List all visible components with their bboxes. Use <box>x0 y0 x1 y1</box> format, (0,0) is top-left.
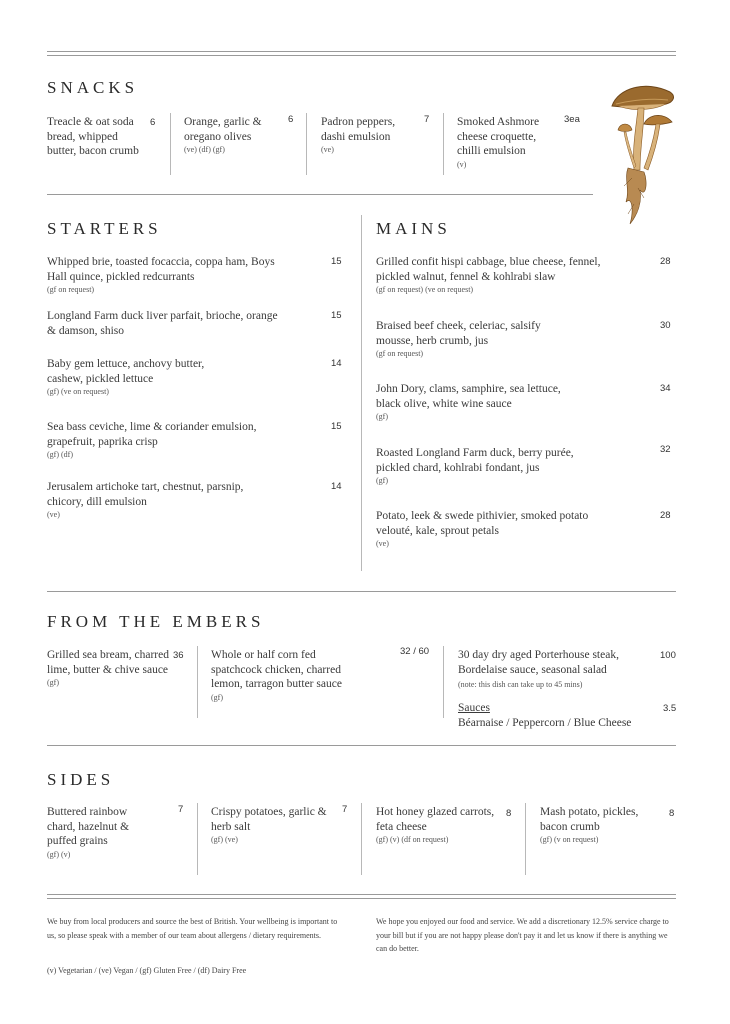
divider <box>443 646 444 718</box>
divider <box>197 803 198 875</box>
main-item-3 <box>376 382 586 423</box>
starter-name: Sea bass ceviche, lime & coriander emulsion, grapefruit, paprika crisp <box>47 421 257 448</box>
divider <box>525 803 526 875</box>
snack-item-3 <box>321 115 421 156</box>
starter-name: Longland Farm duck liver parfait, brioche, orange & damson, shiso <box>47 310 278 337</box>
starter-price: 15 <box>331 421 342 432</box>
mains-heading: MAINS <box>376 219 451 238</box>
dietary-note: (gf) <box>376 412 388 421</box>
dietary-legend: (v) Vegetarian / (ve) Vegan / (gf) Gluten Free / (df) Dairy Free <box>47 966 247 975</box>
divider <box>170 113 171 175</box>
main-name: Grilled confit hispi cabbage, blue cheese, fennel, pickled walnut, fennel & kohlrabi slaw <box>376 256 601 283</box>
mains-bottom-rule <box>47 591 676 592</box>
bottom-rule <box>47 894 676 895</box>
dietary-note: (gf) <box>47 678 59 687</box>
dietary-note: (ve) <box>376 539 389 548</box>
divider <box>361 803 362 875</box>
dietary-note: (ve) <box>321 145 334 154</box>
starter-price: 15 <box>331 256 342 267</box>
embers-price: 36 <box>173 650 184 661</box>
dietary-note: (ve) (df) (gf) <box>184 145 225 154</box>
side-name: Buttered rainbow chard, hazelnut & puffed grains <box>47 806 130 847</box>
embers-bottom-rule <box>47 745 676 746</box>
snack-name: Smoked Ashmore cheese croquette, chilli emulsion <box>457 116 540 157</box>
starter-item-4 <box>47 420 287 461</box>
embers-price: 32 / 60 <box>400 646 430 657</box>
side-item-3 <box>376 805 501 846</box>
snack-item-4 <box>457 115 557 171</box>
main-item-5 <box>376 509 601 550</box>
side-price: 7 <box>342 804 348 815</box>
main-price: 28 <box>660 510 671 521</box>
embers-item-1 <box>47 648 169 689</box>
dietary-note: (gf) <box>376 476 388 485</box>
top-rule-2 <box>47 55 676 56</box>
embers-name: 30 day dry aged Porterhouse steak, Bordelaise sauce, seasonal salad <box>458 649 619 676</box>
dietary-note: (gf) (ve on request) <box>47 387 109 396</box>
main-name: Potato, leek & swede pithivier, smoked potato velouté, kale, sprout petals <box>376 510 589 537</box>
starter-item-2 <box>47 309 287 338</box>
main-price: 34 <box>660 383 671 394</box>
side-item-2 <box>211 805 331 846</box>
dietary-note: (note: this dish can take up to 45 mins) <box>458 680 583 689</box>
sauces-title: Sauces <box>458 702 490 714</box>
side-item-4 <box>540 805 655 846</box>
dietary-note: (ve) <box>47 510 60 519</box>
side-name: Hot honey glazed carrots, feta cheese <box>376 806 495 833</box>
sauces-options: Béarnaise / Peppercorn / Blue Cheese <box>458 716 632 729</box>
snacks-bottom-rule <box>47 194 593 195</box>
snack-name: Treacle & oat soda bread, whipped butter, bacon crumb <box>47 116 139 157</box>
divider <box>443 113 444 175</box>
main-price: 30 <box>660 320 671 331</box>
mushroom-illustration <box>604 78 682 230</box>
main-item-4 <box>376 446 601 487</box>
snacks-heading: SNACKS <box>47 78 139 97</box>
snack-name: Orange, garlic & oregano olives <box>184 116 262 143</box>
side-price: 8 <box>669 808 675 819</box>
divider <box>197 646 198 718</box>
dietary-note: (gf) (v) (df on request) <box>376 835 449 844</box>
dietary-note: (gf) (df) <box>47 450 73 459</box>
snack-price: 7 <box>424 114 430 125</box>
main-name: Roasted Longland Farm duck, berry purée, pickled chard, kohlrabi fondant, jus <box>376 447 574 474</box>
snack-price: 6 <box>150 117 156 128</box>
dietary-note: (gf) (ve) <box>211 835 238 844</box>
side-item-1 <box>47 805 147 861</box>
dietary-note: (gf) <box>211 692 223 702</box>
dietary-note: (gf on request) (ve on request) <box>376 285 474 294</box>
snack-price: 6 <box>288 114 294 125</box>
starter-price: 14 <box>331 358 342 369</box>
embers-item-3 <box>458 648 643 691</box>
snack-name: Padron peppers, dashi emulsion <box>321 116 396 143</box>
starters-heading: STARTERS <box>47 219 162 238</box>
main-item-2 <box>376 319 546 360</box>
starter-name: Jerusalem artichoke tart, chestnut, parsnip, chicory, dill emulsion <box>47 481 244 508</box>
sauces-price: 3.5 <box>663 703 677 714</box>
bottom-rule-2 <box>47 898 676 899</box>
embers-item-2 <box>211 648 366 704</box>
footer-left-text: We buy from local producers and source the best of British. Your wellbeing is important to us, so please speak with a member of our team about allergens / dietary requirements. <box>47 917 338 940</box>
side-price: 8 <box>506 808 512 819</box>
embers-price: 100 <box>660 650 676 661</box>
main-price: 28 <box>660 256 671 267</box>
top-rule <box>47 51 676 52</box>
dietary-note: (v) <box>457 159 467 169</box>
starter-price: 14 <box>331 481 342 492</box>
footer-right-text: We hope you enjoyed our food and service. We add a discretionary 12.5% service charge to your bill but if you are not happy please don't pay it and let us know if there is anything we can do better. <box>376 917 669 953</box>
snack-item-2 <box>184 115 279 156</box>
starter-item-3 <box>47 357 237 398</box>
embers-name: Grilled sea bream, charred lime, butter & chive sauce <box>47 649 169 676</box>
column-divider <box>361 215 362 571</box>
side-name: Mash potato, pickles, bacon crumb <box>540 806 639 833</box>
starter-price: 15 <box>331 310 342 321</box>
sides-heading: SIDES <box>47 770 115 789</box>
side-name: Crispy potatoes, garlic & herb salt <box>211 806 327 833</box>
snack-price: 3ea <box>564 114 580 125</box>
main-name: John Dory, clams, samphire, sea lettuce, black olive, white wine sauce <box>376 383 561 410</box>
side-price: 7 <box>178 804 184 815</box>
snack-item-1 <box>47 115 147 159</box>
main-item-1 <box>376 255 621 296</box>
starter-item-1 <box>47 255 287 296</box>
dietary-note: (gf) (v on request) <box>540 835 599 844</box>
main-price: 32 <box>660 444 671 455</box>
dietary-note: (gf) (v) <box>47 849 71 859</box>
divider <box>306 113 307 175</box>
starter-name: Whipped brie, toasted focaccia, coppa ham, Boys Hall quince, pickled redcurrants <box>47 256 275 283</box>
dietary-note: (gf on request) <box>47 285 95 294</box>
embers-heading: FROM THE EMBERS <box>47 612 265 631</box>
starter-name: Baby gem lettuce, anchovy butter, cashew, pickled lettuce <box>47 358 205 385</box>
main-name: Braised beef cheek, celeriac, salsify mousse, herb crumb, jus <box>376 320 541 347</box>
starter-item-5 <box>47 480 247 521</box>
embers-name: Whole or half corn fed spatchcock chicken, charred lemon, tarragon butter sauce <box>211 649 342 690</box>
sauces <box>458 701 668 730</box>
dietary-note: (gf on request) <box>376 349 424 358</box>
